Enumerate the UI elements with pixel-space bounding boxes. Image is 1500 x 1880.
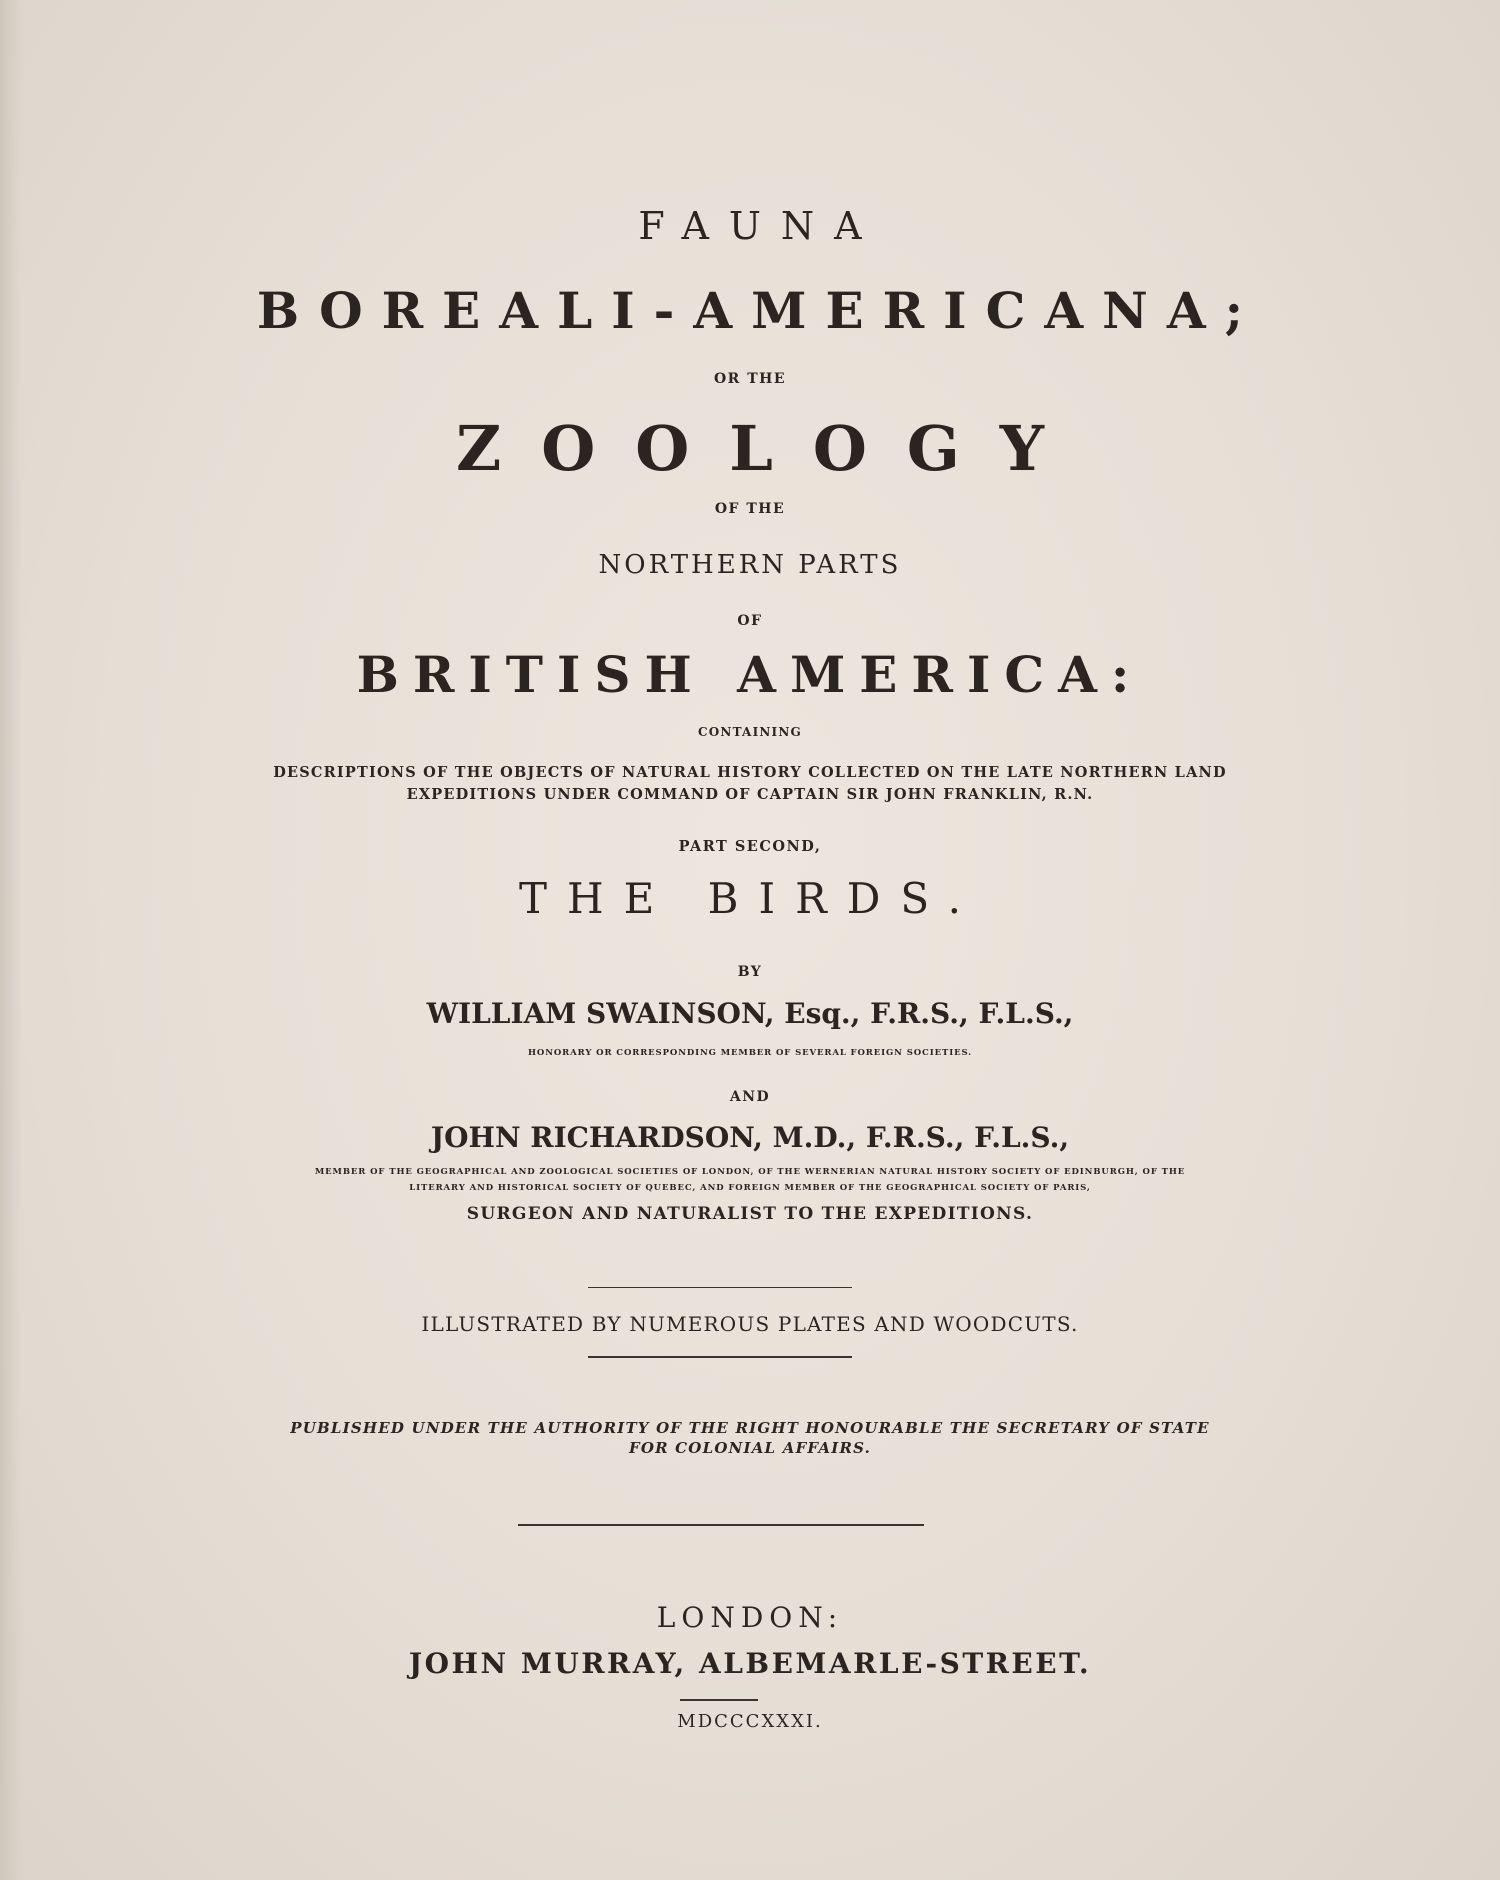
imprint-city: LONDON: bbox=[656, 1601, 844, 1634]
rule-divider-upper bbox=[588, 1287, 852, 1288]
author-richardson-role: SURGEON AND NATURALIST TO THE EXPEDITIONS. bbox=[466, 1204, 1034, 1224]
title-fauna: FAUNA bbox=[638, 204, 882, 248]
description-line-2: EXPEDITIONS UNDER COMMAND OF CAPTAIN SIR JOHN FRANKLIN, R.N. bbox=[406, 786, 1094, 803]
author-richardson: JOHN RICHARDSON, M.D., F.R.S., F.L.S., bbox=[430, 1121, 1070, 1154]
title-british-america: BRITISH AMERICA: bbox=[356, 645, 1144, 704]
author-richardson-note-1: MEMBER OF THE GEOGRAPHICAL AND ZOOLOGICAL SOCIETIES OF LONDON, OF THE WERNERIAN NATURAL HISTORY SOCIETY OF EDINBURGH, OF THE bbox=[314, 1167, 1186, 1177]
title-northern-parts: NORTHERN PARTS bbox=[598, 550, 902, 580]
description-line-1: DESCRIPTIONS OF THE OBJECTS OF NATURAL HISTORY COLLECTED ON THE LATE NORTHERN LAND bbox=[273, 764, 1227, 781]
imprint-year: MDCCCXXXI. bbox=[677, 1711, 823, 1732]
title-boreali-americana: BOREALI-AMERICANA; bbox=[256, 281, 1263, 340]
title-of: OF bbox=[737, 613, 763, 629]
illustrated-note: ILLUSTRATED BY NUMEROUS PLATES AND WOODCUTS. bbox=[421, 1312, 1079, 1336]
volume-title: THE BIRDS. bbox=[518, 874, 982, 923]
rule-divider-lower bbox=[588, 1356, 852, 1358]
published-line-1: PUBLISHED UNDER THE AUTHORITY OF THE RIGHT HONOURABLE THE SECRETARY OF STATE bbox=[290, 1419, 1210, 1437]
by-label: BY bbox=[737, 964, 763, 980]
part-label: PART SECOND, bbox=[678, 838, 822, 855]
author-richardson-note-2: LITERARY AND HISTORICAL SOCIETY OF QUEBEC, AND FOREIGN MEMBER OF THE GEOGRAPHICAL SOCIETY OF PARIS, bbox=[409, 1183, 1091, 1193]
imprint-publisher: JOHN MURRAY, ALBEMARLE-STREET. bbox=[408, 1647, 1092, 1680]
rule-divider-long bbox=[518, 1524, 924, 1526]
author-swainson-note: HONORARY OR CORRESPONDING MEMBER OF SEVERAL FOREIGN SOCIETIES. bbox=[527, 1048, 973, 1058]
title-zoology: ZOOLOGY bbox=[455, 412, 1085, 485]
containing-label: CONTAINING bbox=[698, 725, 802, 739]
published-line-2: FOR COLONIAL AFFAIRS. bbox=[628, 1439, 872, 1457]
and-label: AND bbox=[729, 1089, 771, 1105]
rule-divider-short bbox=[680, 1699, 758, 1701]
title-of-the: OF THE bbox=[714, 501, 786, 517]
author-swainson: WILLIAM SWAINSON, Esq., F.R.S., F.L.S., bbox=[426, 997, 1074, 1030]
title-or-the: OR THE bbox=[713, 371, 787, 387]
